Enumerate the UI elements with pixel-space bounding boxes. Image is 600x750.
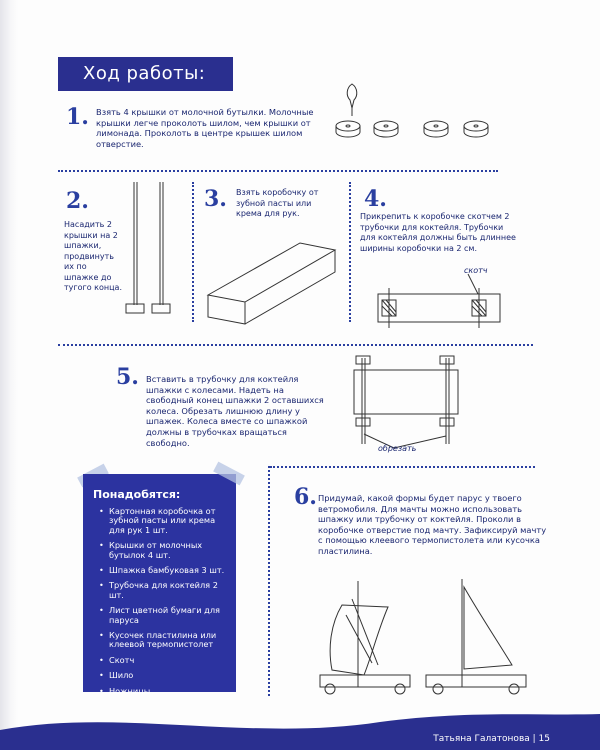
caps-icon xyxy=(336,121,488,137)
materials-card xyxy=(83,474,236,696)
step-3-number: 3. xyxy=(204,186,227,212)
divider-5 xyxy=(270,466,535,468)
materials-item: • Шпажка бамбуковая 3 шт. xyxy=(101,566,226,575)
step-1-number: 1. xyxy=(66,104,89,130)
step-5-number: 5. xyxy=(116,364,139,390)
divider-4 xyxy=(58,344,533,346)
footer-author: Татьяна Галатонова xyxy=(433,734,530,744)
materials-item: • Трубочка для коктейля 2 шт. xyxy=(101,581,226,600)
step-4-label-tape: скотч xyxy=(464,266,488,275)
step-3-illustration xyxy=(200,235,340,325)
sail-car-1-icon xyxy=(320,581,410,694)
step-4-number: 4. xyxy=(364,186,387,212)
divider-3 xyxy=(349,182,351,322)
divider-1 xyxy=(58,170,498,172)
materials-item: • Лист цветной бумаги для паруса xyxy=(101,606,226,625)
materials-item: • Кусочек пластилина или клеевой термопистолет xyxy=(101,631,226,650)
step-2-illustration xyxy=(122,180,182,320)
page-number: 15 xyxy=(538,734,550,744)
sail-car-2-icon xyxy=(426,579,526,694)
footer xyxy=(433,734,550,744)
step-4-text: Прикрепить к коробочке скотчем 2 трубочки для коктейля. Трубочки для коктейля должны быть длиннее ширины коробочки на 2 см. xyxy=(360,212,516,253)
step-2-number: 2. xyxy=(66,188,89,214)
step-5-text: Вставить в трубочку для коктейля шпажки с колесами. Надеть на свободный конец шпажки 2 оставшихся колеса. Обрезать лишнюю длину у шпажек. Колеса вместе со шпажкой должны в трубочках вращаться свободно. xyxy=(146,374,324,448)
materials-item: • Крышки от молочных бутылок 4 шт. xyxy=(101,541,226,560)
materials-item: • Шило xyxy=(101,671,226,680)
awl-icon xyxy=(347,84,357,116)
skewer-with-cap-icon xyxy=(126,182,170,313)
step-6-number: 6. xyxy=(294,484,317,510)
divider-2 xyxy=(192,182,194,322)
step-1-text: Взять 4 крышки от молочной бутылки. Молочные крышки легче проколоть шилом, чем крышки от лимонада. Проколоть в центре крышек шилом отверстие. xyxy=(96,107,314,149)
footer-separator: | xyxy=(532,734,539,744)
materials-title: Понадобятся: xyxy=(93,488,181,501)
step-5-illustration xyxy=(342,352,472,457)
page-title: Ход работы: xyxy=(58,57,233,91)
box-with-straws-icon xyxy=(378,274,500,328)
materials-list xyxy=(93,507,226,696)
scan-edge xyxy=(0,0,18,750)
materials-item: • Картонная коробочка от зубной пасты или крема для рук 1 шт. xyxy=(101,507,226,535)
step-5-label-cut: обрезать xyxy=(378,444,417,453)
divider-6 xyxy=(268,466,270,696)
materials-item: • Ножницы xyxy=(101,687,226,696)
step-1-illustration xyxy=(330,82,500,152)
step-2-text: Насадить 2 крышки на 2 шпажки, продвинуть их по шпажке до тугого конца. xyxy=(64,220,122,292)
chassis-icon xyxy=(354,356,458,448)
step-3-text: Взять коробочку от зубной пасты или крема для рук. xyxy=(236,188,319,218)
box-icon xyxy=(208,243,335,324)
materials-item: • Скотч xyxy=(101,656,226,665)
step-4-illustration xyxy=(368,270,508,330)
step-6-illustration xyxy=(300,575,540,700)
step-6-text: Придумай, какой формы будет парус у твоего ветромобиля. Для мачты можно использовать шпажку или трубочку от коктейля. Проколи в коробочке отверстие под мачту. Зафиксируй мачту с помощью клеевого термопистолета или кусочка пластилина. xyxy=(318,493,547,556)
